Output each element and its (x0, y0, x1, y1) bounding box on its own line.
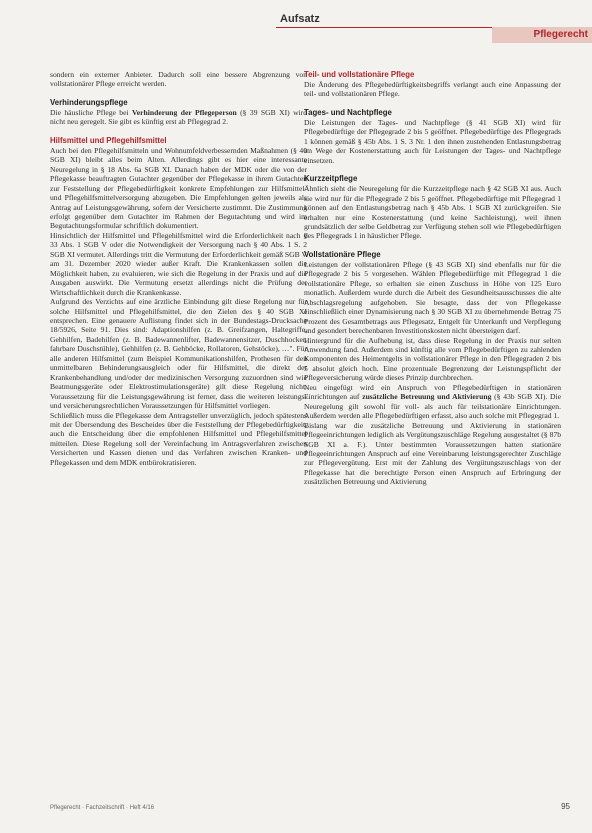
left-column (50, 70, 307, 467)
intro-paragraph: sondern ein externer Anbieter. Dadurch soll eine bessere Abgrenzung von vollstationärer Pflege erreicht werden. (50, 70, 307, 89)
hilfsmittel-paragraph-1: Auch bei den Pflegehilfsmitteln und Wohnumfeldverbessernden Maßnahmen (§ 40 SGB XI) bleibt alles beim Alten. Allerdings gibt es hier eine interessante Neuregelung in § 18 Abs. 6a SGB XI. Danach haben der MDK oder die von der Pflegekasse beauftragten Gutachter gegenüber der Pflegekasse in ihrem Gutachten zur Feststellung der Pflegebedürftigkeit konkrete Empfehlungen zur Hilfsmittel- und Pflegehilfsmittelversorgung abzugeben. Die Empfehlungen gelten jeweils als Antrag auf Leistungsgewährung, sofern der Versicherte zustimmt. Die Zustimmung erfolgt gegenüber dem Gutachter im Rahmen der Begutachtung und wird im Begutachtungsformular schriftlich dokumentiert. (50, 145, 307, 231)
footer-citation: Pflegerecht · Fachzeitschrift · Heft 4/16 (50, 805, 155, 811)
section-label: Aufsatz (280, 13, 320, 25)
hilfsmittel-paragraph-3: Aufgrund des Verzichts auf eine ärztliche Einbindung gilt diese Regelung nur für solche Hilfsmittel und Pflegehilfsmittel, die den Zielen des § 40 SGB XI entsprechen. Eine genauere Auflistung findet sich in der Bundestags-Drucksache 18/5926, Seite 91. Dies sind: Adaptionshilfen (z. B. Greifzangen, Haltegriffe, Gehhilfen, Badehilfen (z. B. Badewannenlifter, Badewannensitzer, Duschhocker, fahrbare Duschstühle), Gehhilfen (z. B. Gehböcke, Rollatoren, Gehstöcke), …". Für alle anderen Hilfsmittel (zum Beispiel Kommunikationshilfen, Prothesen für den unmittelbaren Behinderungsausgleich oder für Hilfsmittel, die direkt der Krankenbehandlung und/oder der medizinischen Versorgung zuzuordnen sind wie Beatmungsgeräte oder Elektrostimulationsgeräte) gilt diese Regelung nicht. Voraussetzung für die Leistungsgewährung ist ferner, dass die weiteren leistungs- und versicherungsrechtlichen Voraussetzungen für Hilfsmittel vorliegen. (50, 297, 307, 411)
hilfsmittel-paragraph-4: Schließlich muss die Pflegekasse dem Antragsteller unverzüglich, jedoch spätestens mit der Übersendung des Bescheides über die Feststellung der Pflegebedürftigkeit, auch die Entscheidung über die empfohlenen Hilfsmittel und Pflegehilfsmittel mitteilen. Diese Regelung soll der Vereinfachung im Antragsverfahren zwischen Versicherten und Kassen dienen und das Verfahren zwischen Kranken- und Pflegekassen und dem MDK entbürokratisieren. (50, 410, 307, 467)
heading-teil-vollstationaer: Teil- und vollstationäre Pflege (304, 70, 415, 79)
heading-kurzzeitpflege: Kurzzeitpflege (304, 174, 358, 184)
voll-paragraph-1: Leistungen der vollstationären Pflege (§ 43 SGB XI) sind ebenfalls nur für die Pflegegrade 2 bis 5 vorgesehen. Wählen Pflegebedürftige mit Pflegegrad 1 die vollstationäre Pflege, so erhalten sie einen Zuschuss in Höhe von 125 Euro monatlich. Außerdem wurde durch die Arbeit des Gesundheitsausschusses die alte Abschlagsregelung aufgehoben. Sie besagte, dass der von Pflegekasse einschließlich einer Dynamisierung nach § 30 SGB XI zu übernehmende Betrag 75 Prozent des Gesamtbetrags aus Pflegesatz, Entgelt für Unterkunft und Verpflegung und gesondert berechenbaren Investitionskosten nicht übersteigen darf. (304, 259, 561, 336)
heading-hilfsmittel: Hilfsmittel und Pflegehilfsmittel (50, 135, 167, 145)
heading-verhinderungspflege: Verhinderungspflege (50, 97, 128, 107)
kurzzeit-paragraph: Ähnlich sieht die Neuregelung für die Kurzzeitpflege nach § 42 SGB XI aus. Auch sie wird nur für die Pflegegrade 2 bis 5 geöffnet. Pflegebedürftige mit Pflegegrad 1 können auf den Entlastungsbetrag nach § 45b Abs. 1 SGB XI zurückgreifen. Sie erhalten nur eine Kostenerstattung (und keine Sachleistung), weil ihnen grundsätzlich der selbe Geldbetrag zur Verfügung stehen soll wie Pflegebedürftigen des Pflegegrads 1 in häuslicher Pflege. (304, 184, 561, 241)
verhinderung-paragraph: Die häusliche Pflege bei Verhinderung der Pflegeperson (§ 39 SGB XI) wird nicht neu geregelt. Sie gibt es künftig erst ab Pflegegrad 2. (50, 107, 307, 127)
heading-tages-nachtpflege: Tages- und Nachtpflege (304, 107, 392, 117)
heading-vollstationaere-pflege: Vollstationäre Pflege (304, 249, 381, 259)
category-tab: Pflegerecht (492, 27, 592, 43)
voll-paragraph-3: Neu eingefügt wird ein Anspruch von Pflegebedürftigen in stationären Einrichtungen auf zusätzliche Betreuung und Aktivierung (§ 43b SGB XI). Die Neuregelung gilt sowohl für voll- als auch für teilstationäre Einrichtungen. Außerdem werden alle Pflegebedürftigen erfasst, also auch solche mit Pflegegrad 1. (304, 382, 561, 421)
voll-paragraph-4: Bislang war die zusätzliche Betreuung und Aktivierung in stationären Pflegeeinrichtungen lediglich als Vergütungszuschläge Regelung ausgestaltet (§ 87b SGB XI a. F.). Unter bestimmten Voraussetzungen hatten stationäre Pflegeeinrichtungen Anspruch auf eine Vereinbarung leistungsgerechter Zuschläge zur Pflegevergütung. Erst mit der Zahlung des Vergütungszuschlags von der Pflegekasse hat die berechtigte Person einen Anspruch auf Erbringung der zusätzlichen Betreuung und Aktivierung (304, 420, 561, 487)
tages-paragraph: Die Leistungen der Tages- und Nachtpflege (§ 41 SGB XI) wird für Pflegebedürftige der Pflegegrade 2 bis 5 geöffnet. Pflegebedürftige des Pflegegrads 1 können gemäß § 45b Abs. 1 S. 3 Nr. 1 den ihnen zustehenden Entlastungsbetrag im Wege der Kostenerstattung auch für Leistungen der Tages- und Nachtpflege einsetzen. (304, 117, 561, 165)
hilfsmittel-paragraph-2: Hinsichtlich der Hilfsmittel und Pflegehilfsmittel wird die Erforderlichkeit nach § 33 Abs. 1 SGB V oder die Notwendigkeit der Versorgung nach § 40 Abs. 1 S. 2 SGB XI vermutet. Allerdings tritt die Vermutung der Erforderlichkeit gemäß SGB V am 31. Dezember 2020 wieder außer Kraft. Die Krankenkassen sollen die Möglichkeit haben, zu evaluieren, wie sich die Regelung in der Praxis und auf die Ausgaben auswirkt. Die Vermutung ersetzt allerdings nicht die Prüfung der Wirtschaftlichkeit durch die Krankenkasse. (50, 230, 307, 297)
right-column (304, 70, 561, 487)
voll-paragraph-2: Hintergrund für die Aufhebung ist, dass diese Regelung in der Praxis nur selten Anwendung fand. Außerdem sind künftig alle vom Pflegebedürftigen zu zahlenden Komponenten des Heimentgelts in vollstationärer Pflege in den Pflegegraden 2 bis 5 absolut gleich hoch. Eine prozentuale Begrenzung der Leistungspflicht der Pflegeversicherung würde dieses Prinzip durchbrechen. (304, 335, 561, 383)
verhinderung-emphasis: Verhinderung der Pflegeperson (132, 107, 237, 117)
teil-paragraph: Die Änderung des Pflegebedürftigkeitsbegriffs verlangt auch eine Anpassung der teil- und vollstationären Pflege. (304, 80, 561, 99)
betreuung-emphasis: zusätzliche Betreuung und Aktivierung (362, 392, 492, 402)
page-number: 95 (561, 802, 570, 811)
